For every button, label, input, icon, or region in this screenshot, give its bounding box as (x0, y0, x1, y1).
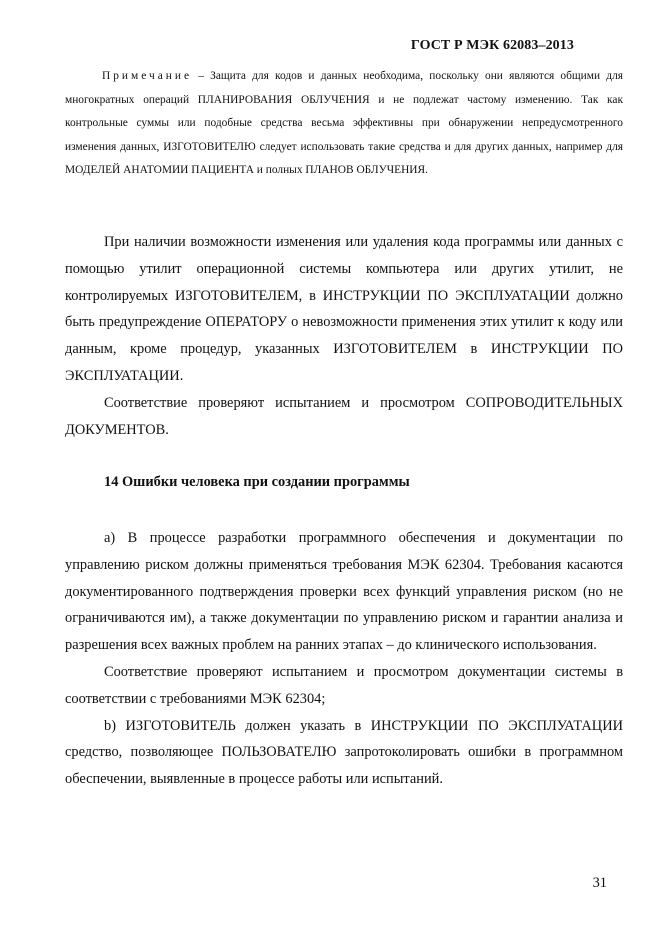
paragraph-text: Соответствие проверяют испытанием и просмотром СОПРОВОДИТЕЛЬНЫХ ДОКУМЕНТОВ. (65, 395, 623, 438)
page-number: 31 (592, 875, 607, 891)
note-label: Примечание (102, 70, 193, 82)
paragraph-text: При наличии возможности изменения или удаления кода программы или данных с помощью утилит операционной системы компьютера или других утилит, не контролируемых ИЗГОТОВИТЕЛЕМ, в ИНСТРУКЦИИ ПО ЭКСПЛУАТАЦИИ должно быть предупреждение ОПЕРАТОРУ о невозможности применения этих утилит к коду или данным, кроме процедур, указанных ИЗГОТОВИТЕЛЕМ в ИНСТРУКЦИИ ПО ЭКСПЛУАТАЦИИ. (65, 234, 623, 384)
section-item-b: b) ИЗГОТОВИТЕЛЬ должен указать в ИНСТРУКЦИИ ПО ЭКСПЛУАТАЦИИ средство, позволяющее ПОЛЬЗОВАТЕЛЮ запротоколировать ошибки в программном обеспечении, выявленные в процессе работы или испытаний. (65, 717, 623, 788)
section-heading: 14 Ошибки человека при создании программы (104, 474, 410, 490)
paragraph-utilities-warning (65, 229, 623, 390)
note-dash: – (198, 70, 204, 82)
section-item-a: а) В процессе разработки программного обеспечения и документации по управлению риском должны применяться требования МЭК 62304. Требования касаются документированного подтверждения проверки всех функций управления риском (но не ограничиваются им), а также документации по управлению риском и гарантии анализа и разрешения всех важных проблем на ранних этапах – до клинического использования. (65, 530, 623, 654)
standard-header: ГОСТ Р МЭК 62083–2013 (410, 38, 574, 53)
note-text: Защита для кодов и данных необходима, поскольку они являются общими для многократных операций ПЛАНИРОВАНИЯ ОБЛУЧЕНИЯ и не подлежат частому изменению. Так как контрольные суммы или подобные средства весьма эффективны при обнаружении непредусмотренного изменения данных, ИЗГОТОВИТЕЛЮ следует использовать такие средства и для других данных, например для МОДЕЛЕЙ АНАТОМИИ ПАЦИЕНТА и полных ПЛАНОВ ОБЛУЧЕНИЯ. (65, 70, 623, 177)
note-block (65, 65, 623, 183)
paragraph-compliance-check (65, 390, 623, 444)
section-body (65, 525, 623, 793)
section-item-a-check: Соответствие проверяют испытанием и просмотром документации системы в соответствии с требованиями МЭК 62304; (65, 663, 623, 707)
